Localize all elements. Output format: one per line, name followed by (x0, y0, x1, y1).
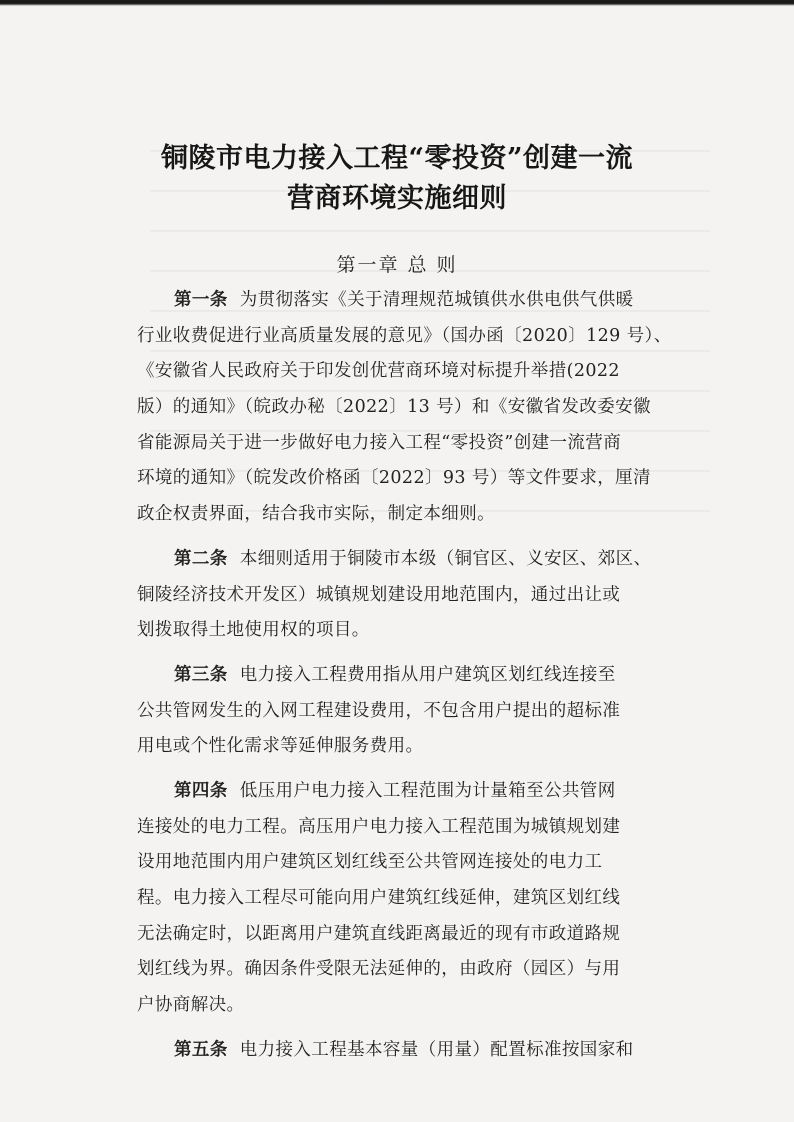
article-line (137, 390, 717, 426)
article-text: 程。电力接入工程尽可能向用户建筑红线延伸，建筑区划红线 (137, 888, 621, 908)
article-line (137, 578, 717, 614)
document-title-line-1: 铜陵市电力接入工程“零投资”创建一流 (160, 143, 634, 174)
article-label: 第二条 (174, 548, 228, 569)
article-text: 用电或个性化需求等延伸服务费用。 (137, 736, 424, 757)
article-text: 本细则适用于铜陵市本级（铜官区、义安区、郊区、 (239, 548, 652, 569)
article-text: 低压用户电力接入工程范围为计量箱至公共管网 (239, 780, 616, 801)
article-line (137, 988, 717, 1024)
article-label: 第三条 (174, 664, 228, 685)
article-text: 省能源局关于进一步做好电力接入工程“零投资”创建一流营商 (137, 432, 622, 453)
article-text: 户协商解决。 (137, 995, 245, 1016)
article-label: 第一条 (174, 290, 228, 310)
article-text: 无法确定时，以距离用户建筑直线距离最近的现有市政道路规 (137, 923, 621, 944)
article-text: 政企权责界面，结合我市实际，制定本细则。 (137, 504, 495, 525)
article-line (137, 319, 717, 355)
article-line (137, 917, 717, 953)
scan-edge-shadow (0, 0, 794, 6)
article-label: 第五条 (174, 1039, 228, 1060)
document-body (137, 283, 717, 1068)
article-line (137, 845, 717, 881)
article-line (137, 461, 717, 497)
article-label: 第四条 (174, 780, 228, 801)
article-line (137, 694, 717, 730)
article-first-line (137, 658, 717, 694)
article-line (137, 497, 717, 533)
article-text: 电力接入工程费用指从用户建筑区划红线连接至 (239, 664, 616, 685)
article-line (137, 354, 717, 390)
article-text: 铜陵经济技术开发区）城镇规划建设用地范围内，通过出让或 (137, 584, 621, 605)
article-text: 版）的通知》（皖政办秘〔2022〕13 号）和《安徽省发改委安徽 (137, 397, 651, 418)
article-text: 行业收费促进行业高质量发展的意见》（国办函〔2020〕129 号）、 (137, 325, 672, 346)
article-line (137, 729, 717, 765)
article-text: 公共管网发生的入网工程建设费用，不包含用户提出的超标准 (137, 700, 621, 721)
article-first-line (137, 283, 717, 319)
article-line (137, 952, 717, 988)
article-text: 划拨取得土地使用权的项目。 (137, 620, 370, 641)
article-first-line (137, 542, 717, 578)
article-text: 电力接入工程基本容量（用量）配置标准按国家和 (239, 1039, 634, 1060)
article-line (137, 613, 717, 649)
article-line (137, 810, 717, 846)
article-line (137, 426, 717, 462)
article-text: 划红线为界。确因条件受限无法延伸的，由政府（园区）与用 (137, 959, 621, 980)
article-line (137, 881, 717, 917)
article-text: 为贯彻落实《关于清理规范城镇供水供电供气供暖 (239, 290, 634, 310)
article-text: 《安徽省人民政府关于印发创优营商环境对标提升举措(2022 (137, 361, 620, 382)
article-first-line (137, 1033, 717, 1069)
article-text: 连接处的电力工程。高压用户电力接入工程范围为城镇规划建 (137, 816, 621, 837)
article-text: 环境的通知》（皖发改价格函〔2022〕93 号）等文件要求，厘清 (137, 468, 651, 489)
chapter-heading: 第一章 总 则 (336, 254, 458, 276)
article-first-line (137, 774, 717, 810)
document-title-line-2: 营商环境实施细则 (287, 183, 507, 214)
article-text: 设用地范围内用户建筑区划红线至公共管网连接处的电力工 (137, 852, 603, 873)
